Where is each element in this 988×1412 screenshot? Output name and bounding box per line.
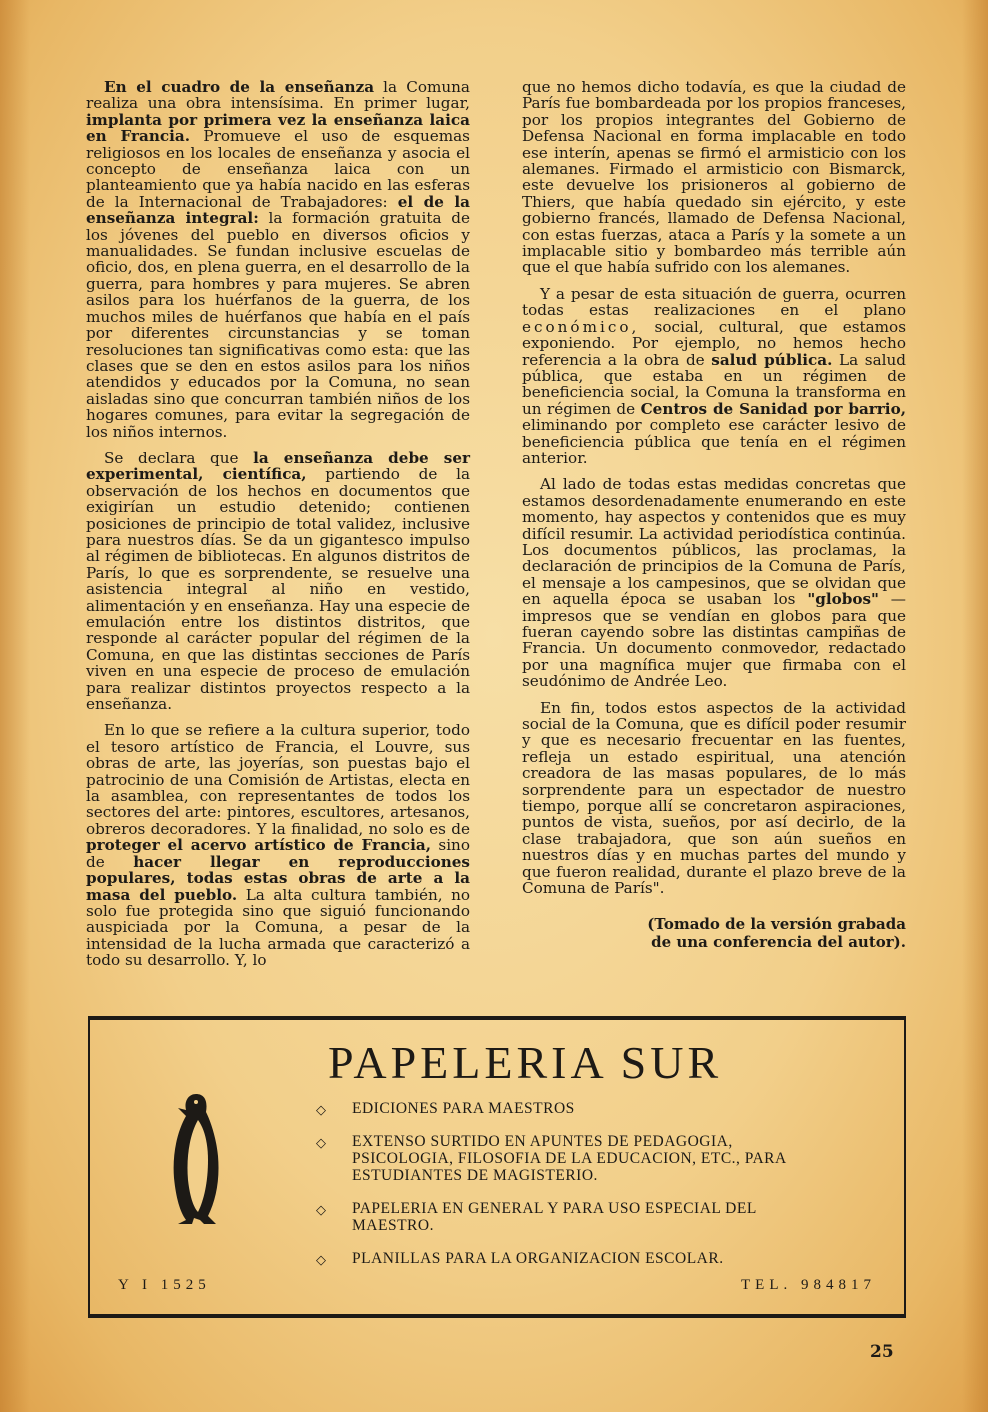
paragraph (522, 286, 906, 466)
bold-phrase: salud pública. (711, 350, 833, 369)
article-column-right (522, 79, 906, 951)
ad-item-text: PAPELERIA EN GENERAL Y PARA USO ESPECIAL DEL MAESTRO. (352, 1200, 757, 1234)
bold-phrase: el de la enseñanza integral: (86, 192, 470, 228)
ad-item-list (316, 1100, 816, 1283)
credit-line: (Tomado de la versión grabada (647, 914, 906, 933)
ad-phone-left: Y I 1525 (118, 1277, 211, 1293)
source-credit (522, 915, 906, 951)
text-run: La alta cultura también, no solo fue protegida sino que siguió funcionando auspiciada por la Comuna, a pesar de la intensidad de la lucha armada que caracterizó a todo su desarrollo. Y, lo (86, 885, 471, 970)
text-run: Y a pesar de esta situación de guerra, ocurren todas estas realizaciones en el plano (522, 284, 906, 320)
bold-phrase: "globos" (807, 590, 879, 609)
credit-line: de una conferencia del autor). (651, 932, 906, 951)
paragraph (86, 79, 470, 440)
text-run: sino de (86, 836, 470, 871)
paragraph (86, 722, 470, 968)
page-edge-shading-left (0, 0, 30, 1412)
text-run: la formación gratuita de los jóvenes del pueblo en diversos oficios y manualidades. Se fundan inclusive escuelas de oficio, dos, en plena guerra, en el desarrollo de la guerra, para hombres y para mujeres. Se abren asilos para los huérfanos de la guerra, de los muchos miles de huérfanos que había en el país por diferentes circunstancias y se toman resoluciones tan significativas como esta: que las clases que se den en estos asilos para los niños atendidos y educados por la Comuna, no sean aisladas sino que concurran también niños de los hogares comunes, para evitar la segregación de los niños internos. (86, 209, 470, 441)
text-run: —impresos que se vendían en globos para que fueran cayendo sobre las distintas campiñas de Francia. Un documento conmovedor, redactado por una magnífica mujer que firmaba con el seudónimo de Andrée Leo. (522, 590, 906, 691)
page-number: 25 (870, 1342, 894, 1362)
penguin-icon (166, 1090, 230, 1230)
ad-item (316, 1200, 816, 1234)
bold-phrase: implanta por primera vez la enseñanza laica en Francia. (86, 110, 470, 146)
spaced-word: económico, (522, 317, 640, 336)
advertisement-box (88, 1016, 906, 1318)
diamond-bullet-icon: ◇ (316, 1202, 327, 1217)
ad-title: PAPELERIA SUR (328, 1037, 723, 1088)
text-run: eliminando por completo ese carácter lesivo de beneficiencia pública que tenía en el régimen anterior. (522, 416, 906, 467)
ad-item (316, 1100, 816, 1117)
bold-phrase: En el cuadro de la enseñanza (104, 78, 375, 96)
ad-item-text: EXTENSO SURTIDO EN APUNTES DE PEDAGOGIA, PSICOLOGIA, FILOSOFIA DE LA EDUCACION, ETC., PARA ESTUDIANTES DE MAGISTERIO. (352, 1133, 786, 1184)
text-run: En lo que se refiere a la cultura superior, todo el tesoro artístico de Francia, el Louvre, sus obras de arte, las joyerías, son puestas bajo el patrocinio de una Comisión de Artistas, electa en la asamblea, con representantes de todos los sectores del arte: pintores, escultores, artesanos, obreros decoradores. Y la finalidad, no solo es de (86, 721, 470, 838)
ad-phone-right: TEL. 984817 (741, 1277, 876, 1293)
bold-phrase: Centros de Sanidad por barrio, (640, 399, 906, 418)
ad-item (316, 1250, 816, 1267)
text-run: partiendo de la observación de los hechos en documentos que exigirían un estudio detenido; contienen posiciones de principio de total validez, inclusive para nuestros días. Se da un gigantesco impulso al régimen de bibliotecas. En algunos distritos de París, lo que es sorprendente, se resuelve una asistencia integral al niño en vestido, alimentación y en enseñanza. Hay una especie de emulación entre los distintos distritos, que responde al carácter popular del régimen de la Comuna, en que las distintas secciones de París viven en una especie de proceso de emulación para realizar distintos proyectos respecto a la enseñanza. (86, 465, 470, 714)
text-run: social, cultural, que estamos exponiendo. Por ejemplo, no hemos hecho referencia a la obra de (522, 317, 906, 369)
diamond-bullet-icon: ◇ (316, 1252, 327, 1267)
article-column-left (86, 79, 470, 979)
text-run: la Comuna realiza una obra intensísima. En primer lugar, (86, 78, 470, 113)
bold-phrase: proteger el acervo artístico de Francia, (86, 836, 432, 855)
text-run: Se declara que (104, 448, 254, 467)
diamond-bullet-icon: ◇ (316, 1135, 327, 1150)
page-edge-shading-right (962, 0, 988, 1412)
paragraph (86, 450, 470, 713)
diamond-bullet-icon: ◇ (316, 1102, 327, 1117)
text-run: Promueve el uso de esquemas religiosos en los locales de enseñanza y asocia el concepto de enseñanza laica con un planteamiento que ya había nacido en las esferas de la Internacional de Trabajadores: (86, 127, 470, 211)
paragraph (522, 476, 906, 689)
ad-item (316, 1133, 816, 1184)
text-run: Al lado de todas estas medidas concretas que estamos desordenadamente enumerando en este momento, hay aspectos y contenidos que es muy difícil resumir. La actividad periodística continúa. Los documentos públicos, las proclamas, la declaración de principios de la Comuna de París, el mensaje a los campesinos, que se olvidan que en aquella época se usaban los (522, 475, 906, 609)
text-run: La salud pública, que estaba en un régimen de beneficiencia social, la Comuna la transforma en un régimen de (522, 350, 906, 418)
ad-item-text: EDICIONES PARA MAESTROS (352, 1100, 575, 1117)
bold-phrase: la enseñanza debe ser experimental, científica, (86, 448, 470, 484)
ad-item-text: PLANILLAS PARA LA ORGANIZACION ESCOLAR. (352, 1250, 724, 1267)
bold-phrase: hacer llegar en reproducciones populares, todas estas obras de arte a la masa del pueblo. (86, 852, 470, 904)
paragraph: En fin, todos estos aspectos de la actividad social de la Comuna, que es difícil poder resumir y que es necesario frecuentar en las fuentes, refleja un estado espiritual, una atención creadora de las masas populares, de lo más sorprendente para un espectador de nuestro tiempo, porque allí se concretaron aspiraciones, puntos de vista, sueños, por así decirlo, de la clase trabajadora, que son aún sueños en nuestros días y en muchas partes del mundo y que fueron realidad, durante el plazo breve de la Comuna de París". (522, 698, 906, 898)
paragraph: que no hemos dicho todavía, es que la ciudad de París fue bombardeada por los propios franceses, por los propios integrantes del Gobierno de Defensa Nacional en forma implacable en todo ese interín, apenas se firmó el armisticio con los alemanes. Firmado el armisticio con Bismarck, este devuelve los prisioneros al gobierno de Thiers, que había quedado sin ejército, y este gobierno francés, llamado de Defensa Nacional, con estas fuerzas, ataca a París y la somete a un implacable sitio y bombardeo más terrible aún que el que había sufrido con los alemanes. (522, 78, 906, 277)
